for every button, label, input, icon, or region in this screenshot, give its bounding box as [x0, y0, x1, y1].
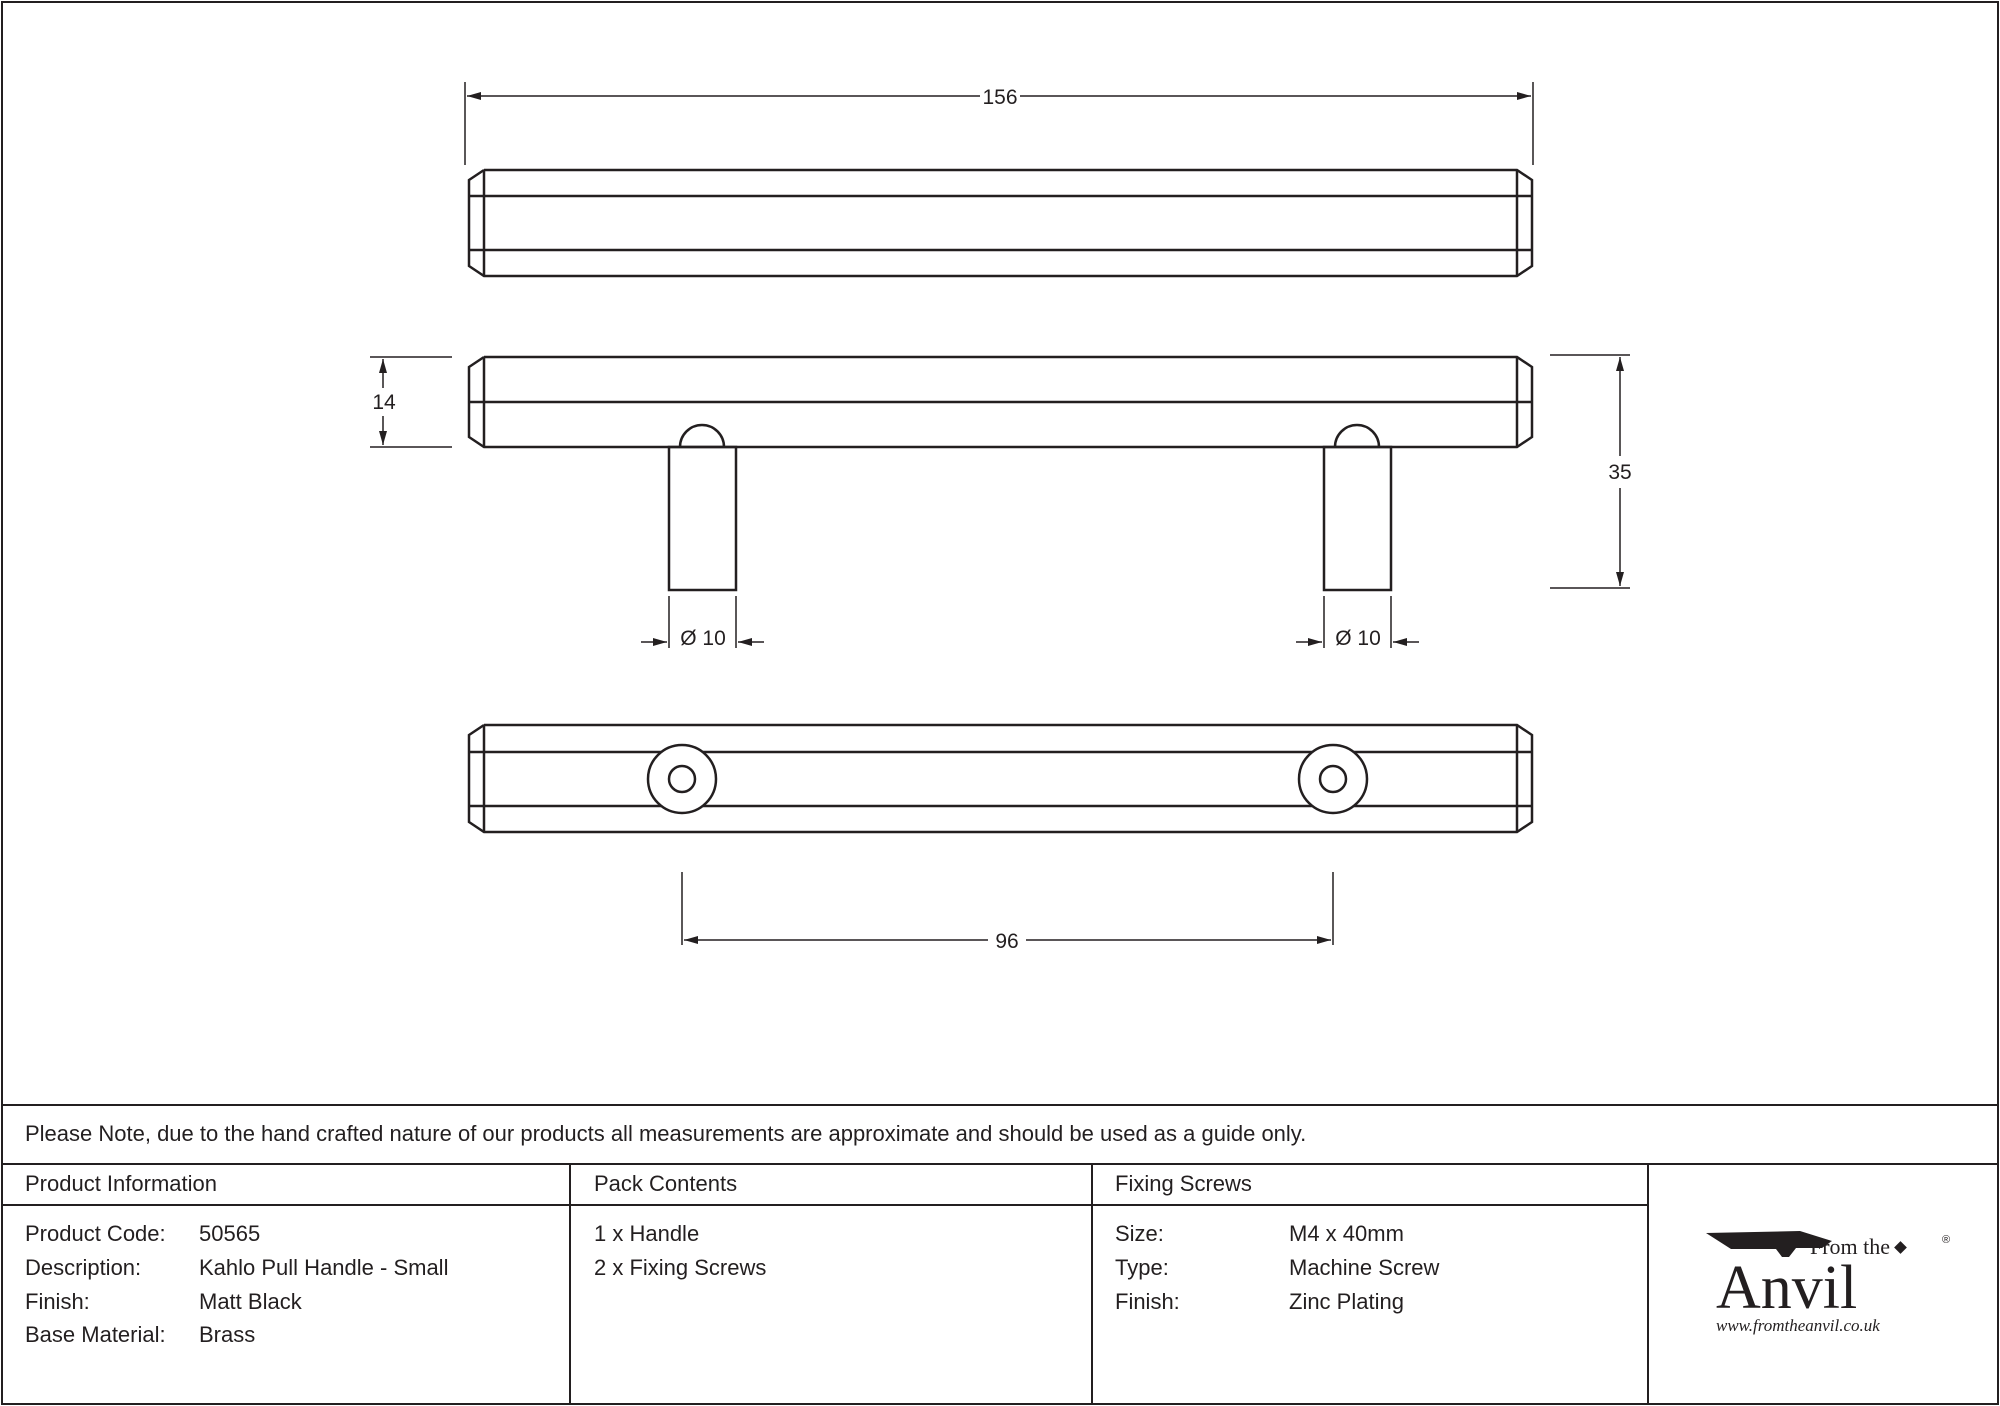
- product-code-value: 50565: [199, 1221, 261, 1246]
- dim-bar-height: 14: [372, 391, 396, 414]
- screw-size-value: M4 x 40mm: [1289, 1221, 1404, 1246]
- pack-item: 1 x Handle: [594, 1221, 700, 1246]
- dim-projection: 35: [1608, 461, 1632, 484]
- base-material-value: Brass: [199, 1322, 256, 1347]
- product-code-label: Product Code:: [25, 1221, 166, 1246]
- fixing-hole-right: [1299, 745, 1367, 813]
- screw-type-value: Machine Screw: [1289, 1255, 1440, 1280]
- post-right: [1324, 447, 1391, 590]
- measurement-note: Please Note, due to the hand crafted nature of our products all measurements are approximate and should be used as a guide only.: [25, 1121, 1307, 1146]
- base-material-label: Base Material:: [25, 1322, 166, 1347]
- dim-overall-length: 156: [982, 86, 1018, 109]
- logo-url: www.fromtheanvil.co.uk: [1716, 1316, 1880, 1335]
- fixing-hole-left: [648, 745, 716, 813]
- screw-finish-value: Zinc Plating: [1289, 1289, 1404, 1314]
- handle-side-view: [469, 357, 1532, 590]
- screw-size-label: Size:: [1115, 1221, 1164, 1246]
- post-left: [669, 447, 736, 590]
- finish-label: Finish:: [25, 1289, 90, 1314]
- handle-underside-view: [469, 725, 1532, 832]
- dim-centres: 96: [995, 930, 1019, 953]
- sheet-frame: [2, 2, 1998, 1404]
- dim-post-diameter-left: Ø 10: [680, 627, 726, 650]
- product-info-heading: Product Information: [25, 1171, 217, 1196]
- pack-item: 2 x Fixing Screws: [594, 1255, 767, 1280]
- anvil-logo: [1706, 1231, 1950, 1335]
- fixing-screws-heading: Fixing Screws: [1115, 1171, 1252, 1196]
- pack-contents-heading: Pack Contents: [594, 1171, 738, 1196]
- logo-top-text: From the: [1810, 1234, 1891, 1259]
- description-value: Kahlo Pull Handle - Small: [199, 1255, 449, 1280]
- handle-top-view: [469, 170, 1532, 276]
- dim-post-diameter-right: Ø 10: [1335, 627, 1381, 650]
- screw-finish-label: Finish:: [1115, 1289, 1180, 1314]
- logo-name: Anvil: [1716, 1254, 1858, 1322]
- logo-registered-mark: ®: [1942, 1234, 1951, 1246]
- dimension-post-diameters: [641, 596, 1419, 648]
- finish-value: Matt Black: [199, 1289, 302, 1314]
- screw-type-label: Type:: [1115, 1255, 1169, 1280]
- description-label: Description:: [25, 1255, 142, 1280]
